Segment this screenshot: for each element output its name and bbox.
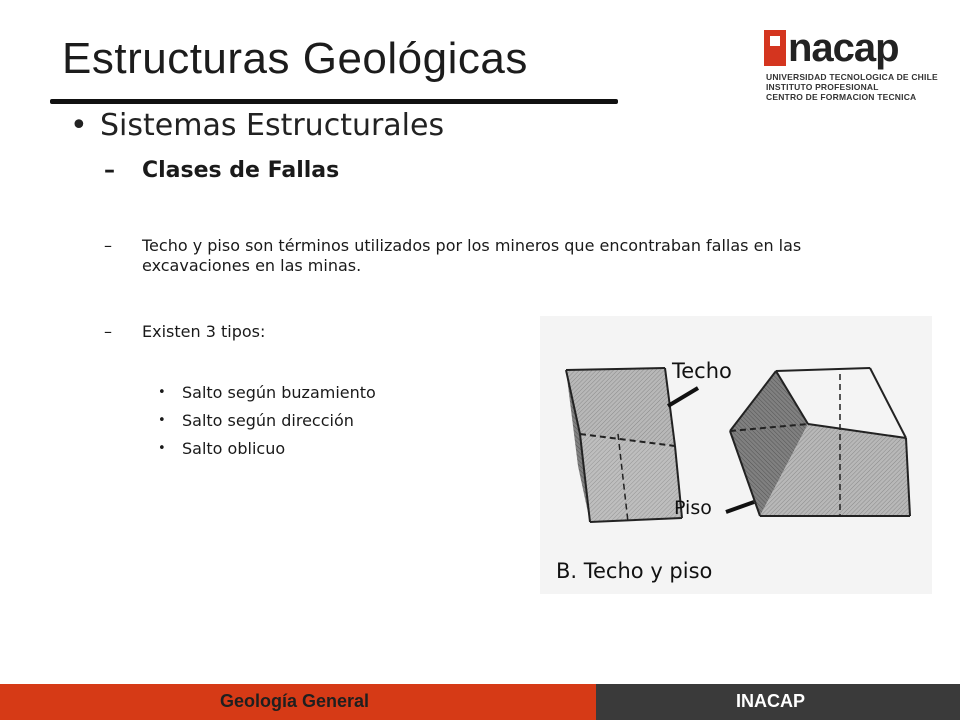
- subheading-text: Clases de Fallas: [142, 158, 340, 183]
- slide-title: Estructuras Geológicas: [62, 34, 528, 83]
- list-item-text: Salto según buzamiento: [182, 383, 376, 402]
- logo-subtitle-line: INSTITUTO PROFESIONAL: [766, 82, 879, 92]
- inacap-logo: [764, 24, 944, 110]
- logo-wordmark: nacap: [788, 26, 899, 70]
- bullet-text: Sistemas Estructurales: [100, 108, 445, 143]
- bullet-dot-icon: •: [70, 108, 88, 143]
- title-underline: [50, 99, 618, 104]
- label-techo: Techo: [672, 359, 732, 383]
- logo-subtitle: [766, 72, 946, 102]
- fault-diagram-svg: [540, 316, 932, 594]
- list-item-text: Salto oblicuo: [182, 439, 286, 458]
- paragraph-text: Techo y piso son términos utilizados por los mineros que encontraban fallas en las excavaciones en las minas.: [142, 236, 802, 275]
- list-item-text: Salto según dirección: [182, 411, 354, 430]
- footer-right-panel: [596, 684, 960, 720]
- label-piso: Piso: [674, 497, 712, 519]
- fault-diagram: [540, 316, 932, 594]
- figure-caption: B. Techo y piso: [556, 559, 713, 583]
- logo-subtitle-line: UNIVERSIDAD TECNOLOGICA DE CHILE: [766, 72, 938, 82]
- dash-icon: –: [104, 236, 112, 255]
- dash-icon: –: [104, 158, 115, 183]
- bullet-dot-icon: •: [158, 413, 166, 428]
- types-intro-text: Existen 3 tipos:: [142, 322, 266, 341]
- footer-bar: [0, 684, 960, 720]
- bullet-dot-icon: •: [158, 385, 166, 400]
- footer-left-panel: [0, 684, 596, 720]
- dash-icon: –: [104, 322, 112, 341]
- logo-mark-icon: [764, 30, 786, 66]
- bullet-dot-icon: •: [158, 441, 166, 456]
- logo-subtitle-line: CENTRO DE FORMACION TECNICA: [766, 92, 917, 102]
- footer-institution: INACAP: [736, 691, 806, 711]
- footer-course-name: Geología General: [220, 691, 370, 711]
